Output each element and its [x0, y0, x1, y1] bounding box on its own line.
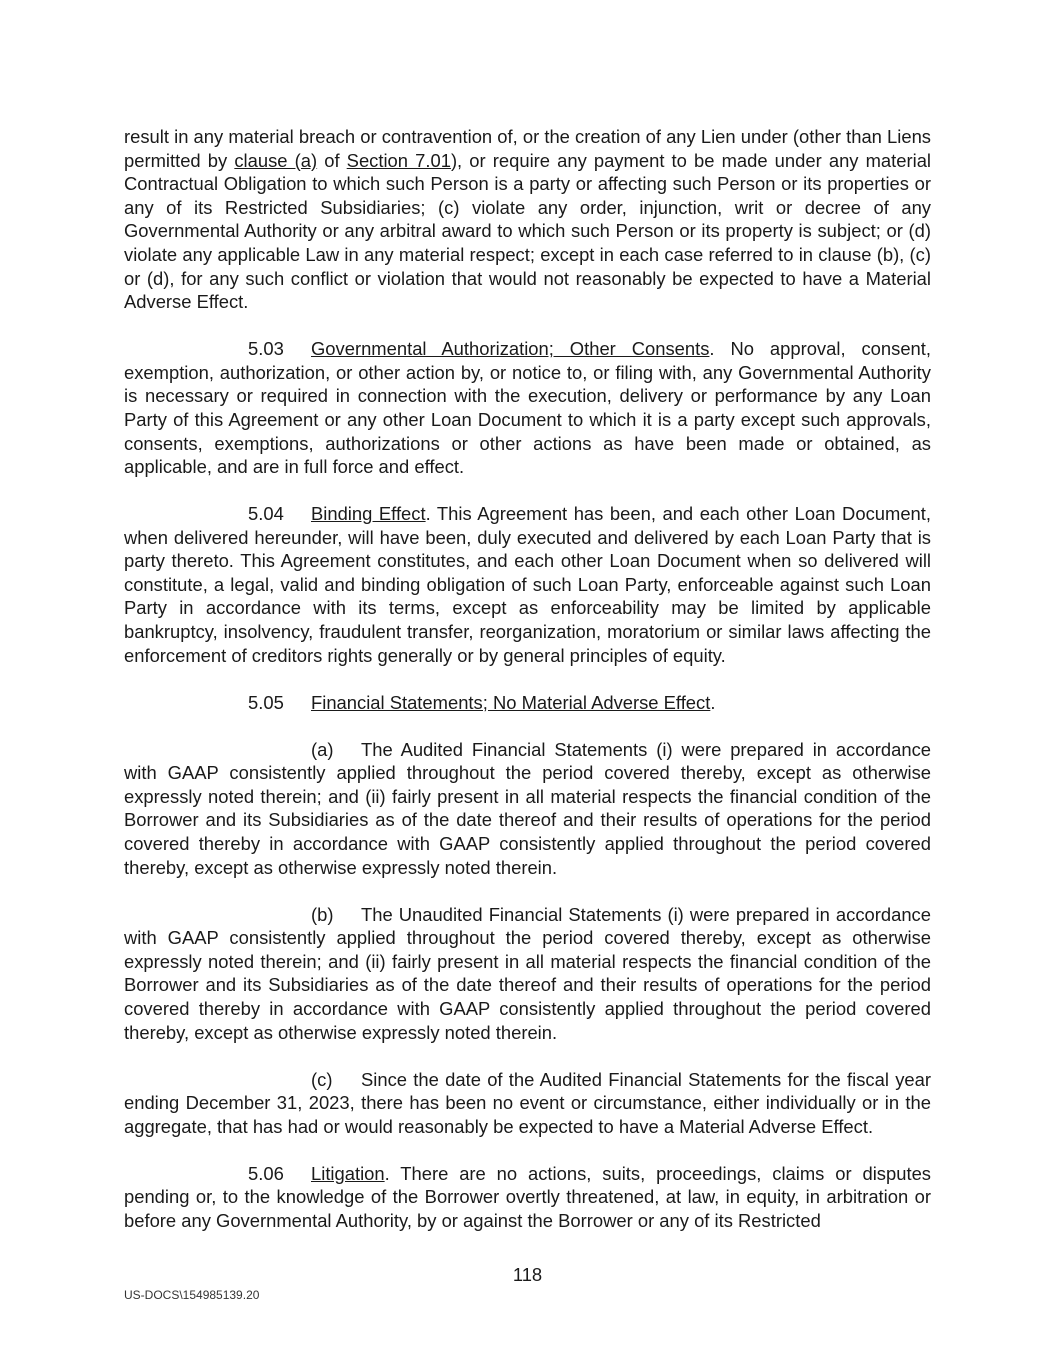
section-heading: Governmental Authorization; Other Consents — [311, 338, 710, 360]
section-heading: Financial Statements; No Material Adverse Effect — [311, 691, 711, 713]
paragraph-text: ), or require any payment to be made under any material Contractual Obligation to which such Person is a party or affecting such Person or its properties or any of its Restricted Subsidiaries; (c) violate any order, injunction, writ or decree of any Governmental Authority or any arbitral award to which such Person or its property is subject; or (d) violate any applicable Law in any material respect; except in each case referred to in clause (b), (c) or (d), for any such conflict or violation that would not reasonably be expected to have a Material Adverse Effect. — [124, 149, 932, 313]
document-id: US-DOCS\154985139.20 — [124, 1288, 260, 1302]
section-number: 5.03 — [248, 338, 284, 360]
subsection-text: The Unaudited Financial Statements (i) were prepared in accordance with GAAP consistently applied throughout the period covered thereby, except as otherwise expressly noted therein; and (ii) fairly present in all material respects the financial condition of the Borrower and its Subsidiaries as of the date thereof and their results of operations for the period covered thereby in accordance with GAAP consistently applied throughout the period covered thereby, except as otherwise expressly noted therein. — [124, 903, 931, 1043]
paragraph-text: result in any material breach or contravention of, or the creation of any Lien under (other than Liens permitted by — [124, 126, 931, 171]
section-heading: Litigation — [311, 1162, 385, 1184]
section-number: 5.04 — [248, 503, 284, 525]
section-5-03 — [124, 337, 931, 479]
subsection-text: Since the date of the Audited Financial Statements for the fiscal year ending December 31, 2023, there has been no event or circumstance, either individually or in the aggregate, that has had or would reasonably be expected to have a Material Adverse Effect. — [124, 1068, 931, 1137]
clause-a-reference: clause (a) — [234, 149, 318, 171]
paragraph-text: of — [317, 149, 347, 171]
subsection-label: (b) — [311, 903, 334, 925]
section-heading: Binding Effect — [311, 503, 426, 525]
section-number: 5.06 — [248, 1162, 284, 1184]
section-text: . No approval, consent, exemption, authorization, or other action by, or notice to, or filing with, any Governmental Authority is necessary or required in connection with the execution, delivery or performance by any Loan Party of this Agreement or any other Loan Document to which it is a party except such approvals, consents, exemptions, authorizations or other actions as have been made or obtained, as applicable, and are in full force and effect. — [124, 338, 931, 478]
section-5-06 — [124, 1162, 931, 1233]
subsection-5-05-c — [124, 1068, 931, 1139]
section-number: 5.05 — [248, 691, 284, 713]
section-5-04 — [124, 502, 931, 667]
subsection-label: (a) — [311, 738, 334, 760]
subsection-text: The Audited Financial Statements (i) were prepared in accordance with GAAP consistently applied throughout the period covered thereby, except as otherwise expressly noted therein; and (ii) fairly present in all material respects the financial condition of the Borrower and its Subsidiaries as of the date thereof and their results of operations for the period covered thereby in accordance with GAAP consistently applied throughout the period covered thereby, except as otherwise expressly noted therein. — [124, 738, 931, 878]
subsection-label: (c) — [311, 1068, 333, 1090]
page-number: 118 — [512, 1264, 543, 1285]
section-text: . This Agreement has been, and each other Loan Document, when delivered hereunder, will have been, duly executed and delivered by each Loan Party that is party thereto. This Agreement constitutes, and each other Loan Document when so delivered will constitute, a legal, valid and binding obligation of such Loan Party, enforceable against such Loan Party in accordance with its terms, except as enforceability may be limited by applicable bankruptcy, insolvency, fraudulent transfer, reorganization, moratorium or similar laws affecting the enforcement of creditors rights generally or by general principles of equity. — [124, 503, 931, 666]
section-text: . There are no actions, suits, proceedings, claims or disputes pending or, to the knowledge of the Borrower overtly threatened, at law, in equity, in arbitration or before any Governmental Authority, by or against the Borrower or any of its Restricted — [124, 1162, 931, 1231]
subsection-5-05-b — [124, 903, 931, 1045]
section-heading-tail: . — [710, 691, 716, 713]
section-7-01-reference: Section 7.01 — [346, 149, 451, 171]
subsection-5-05-a — [124, 738, 931, 880]
document-body — [124, 125, 931, 1256]
continued-paragraph — [124, 125, 931, 314]
section-5-05 — [124, 691, 931, 715]
